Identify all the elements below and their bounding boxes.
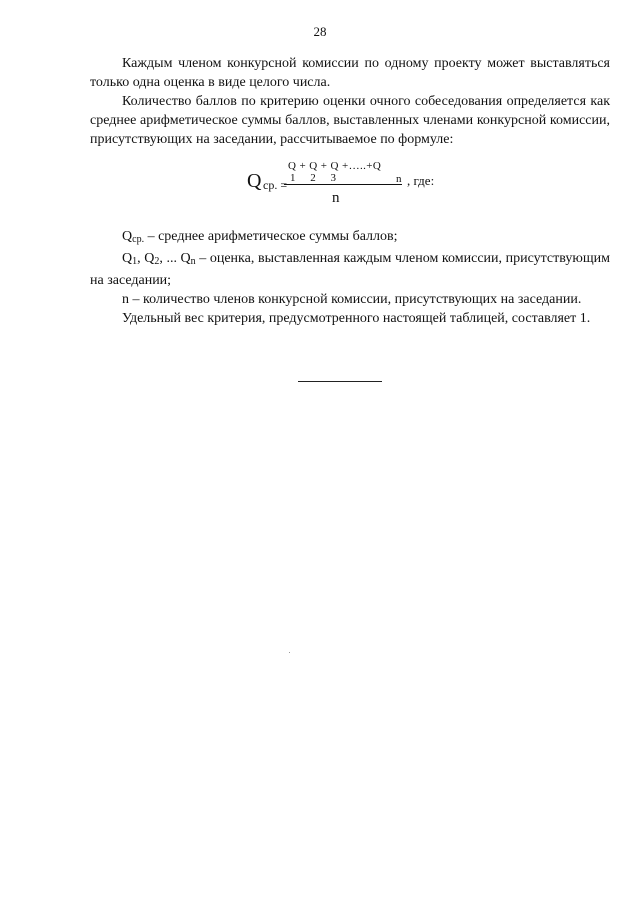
formula-lhs-subscript: ср. = bbox=[263, 178, 288, 192]
definition-qn-symbol: , ... Q bbox=[159, 251, 191, 266]
definition-average bbox=[90, 227, 610, 249]
formula-fraction-bar bbox=[284, 184, 402, 185]
average-score-formula bbox=[0, 160, 640, 210]
definition-individual-scores bbox=[90, 249, 610, 290]
formula-where-label: , где: bbox=[407, 173, 435, 188]
paragraph-single-score: Каждым членом конкурсной комиссии по одному проекту может выставляться только одна оценка в виде целого числа. bbox=[90, 56, 610, 90]
definition-average-subscript: ср. bbox=[132, 234, 145, 245]
definition-q2-symbol: , Q bbox=[137, 251, 155, 266]
intro-section bbox=[90, 54, 610, 149]
end-separator-line bbox=[298, 381, 382, 382]
definition-member-count: n – количество членов конкурсной комиссии, присутствующих на заседании. bbox=[122, 292, 582, 307]
formula-numerator-subscripts: 1 2 3 bbox=[290, 172, 336, 184]
paragraph-score-calculation: Количество баллов по критерию оценки очного собеседования определяется как среднее арифметическое суммы баллов, выставленных членами конкурсной комиссии, присутствующих на заседании, рассчитываемое по формуле: bbox=[90, 94, 610, 147]
definition-q1-symbol: Q bbox=[122, 251, 133, 266]
definition-individual-scores-text: – оценка, выставленная каждым членом комиссии, присутствующим на заседании; bbox=[90, 251, 610, 288]
formula-denominator: n bbox=[332, 190, 340, 206]
definition-q2-subscript: 2 bbox=[154, 256, 160, 267]
scan-artifact bbox=[289, 652, 290, 653]
definitions-section bbox=[90, 227, 610, 328]
paragraph-criterion-weight: Удельный вес критерия, предусмотренного настоящей таблицей, составляет 1. bbox=[122, 311, 591, 326]
formula-last-subscript: n bbox=[396, 173, 402, 185]
formula-lhs-q: Q bbox=[247, 170, 262, 192]
definition-qn-subscript: n bbox=[190, 256, 196, 267]
page-number: 28 bbox=[313, 24, 327, 39]
formula-numerator: Q + Q + Q +…..+Q bbox=[288, 160, 382, 172]
definition-average-symbol: Q bbox=[122, 229, 133, 244]
definition-average-text: – среднее арифметическое суммы баллов; bbox=[144, 229, 398, 244]
definition-q1-subscript: 1 bbox=[132, 256, 138, 267]
